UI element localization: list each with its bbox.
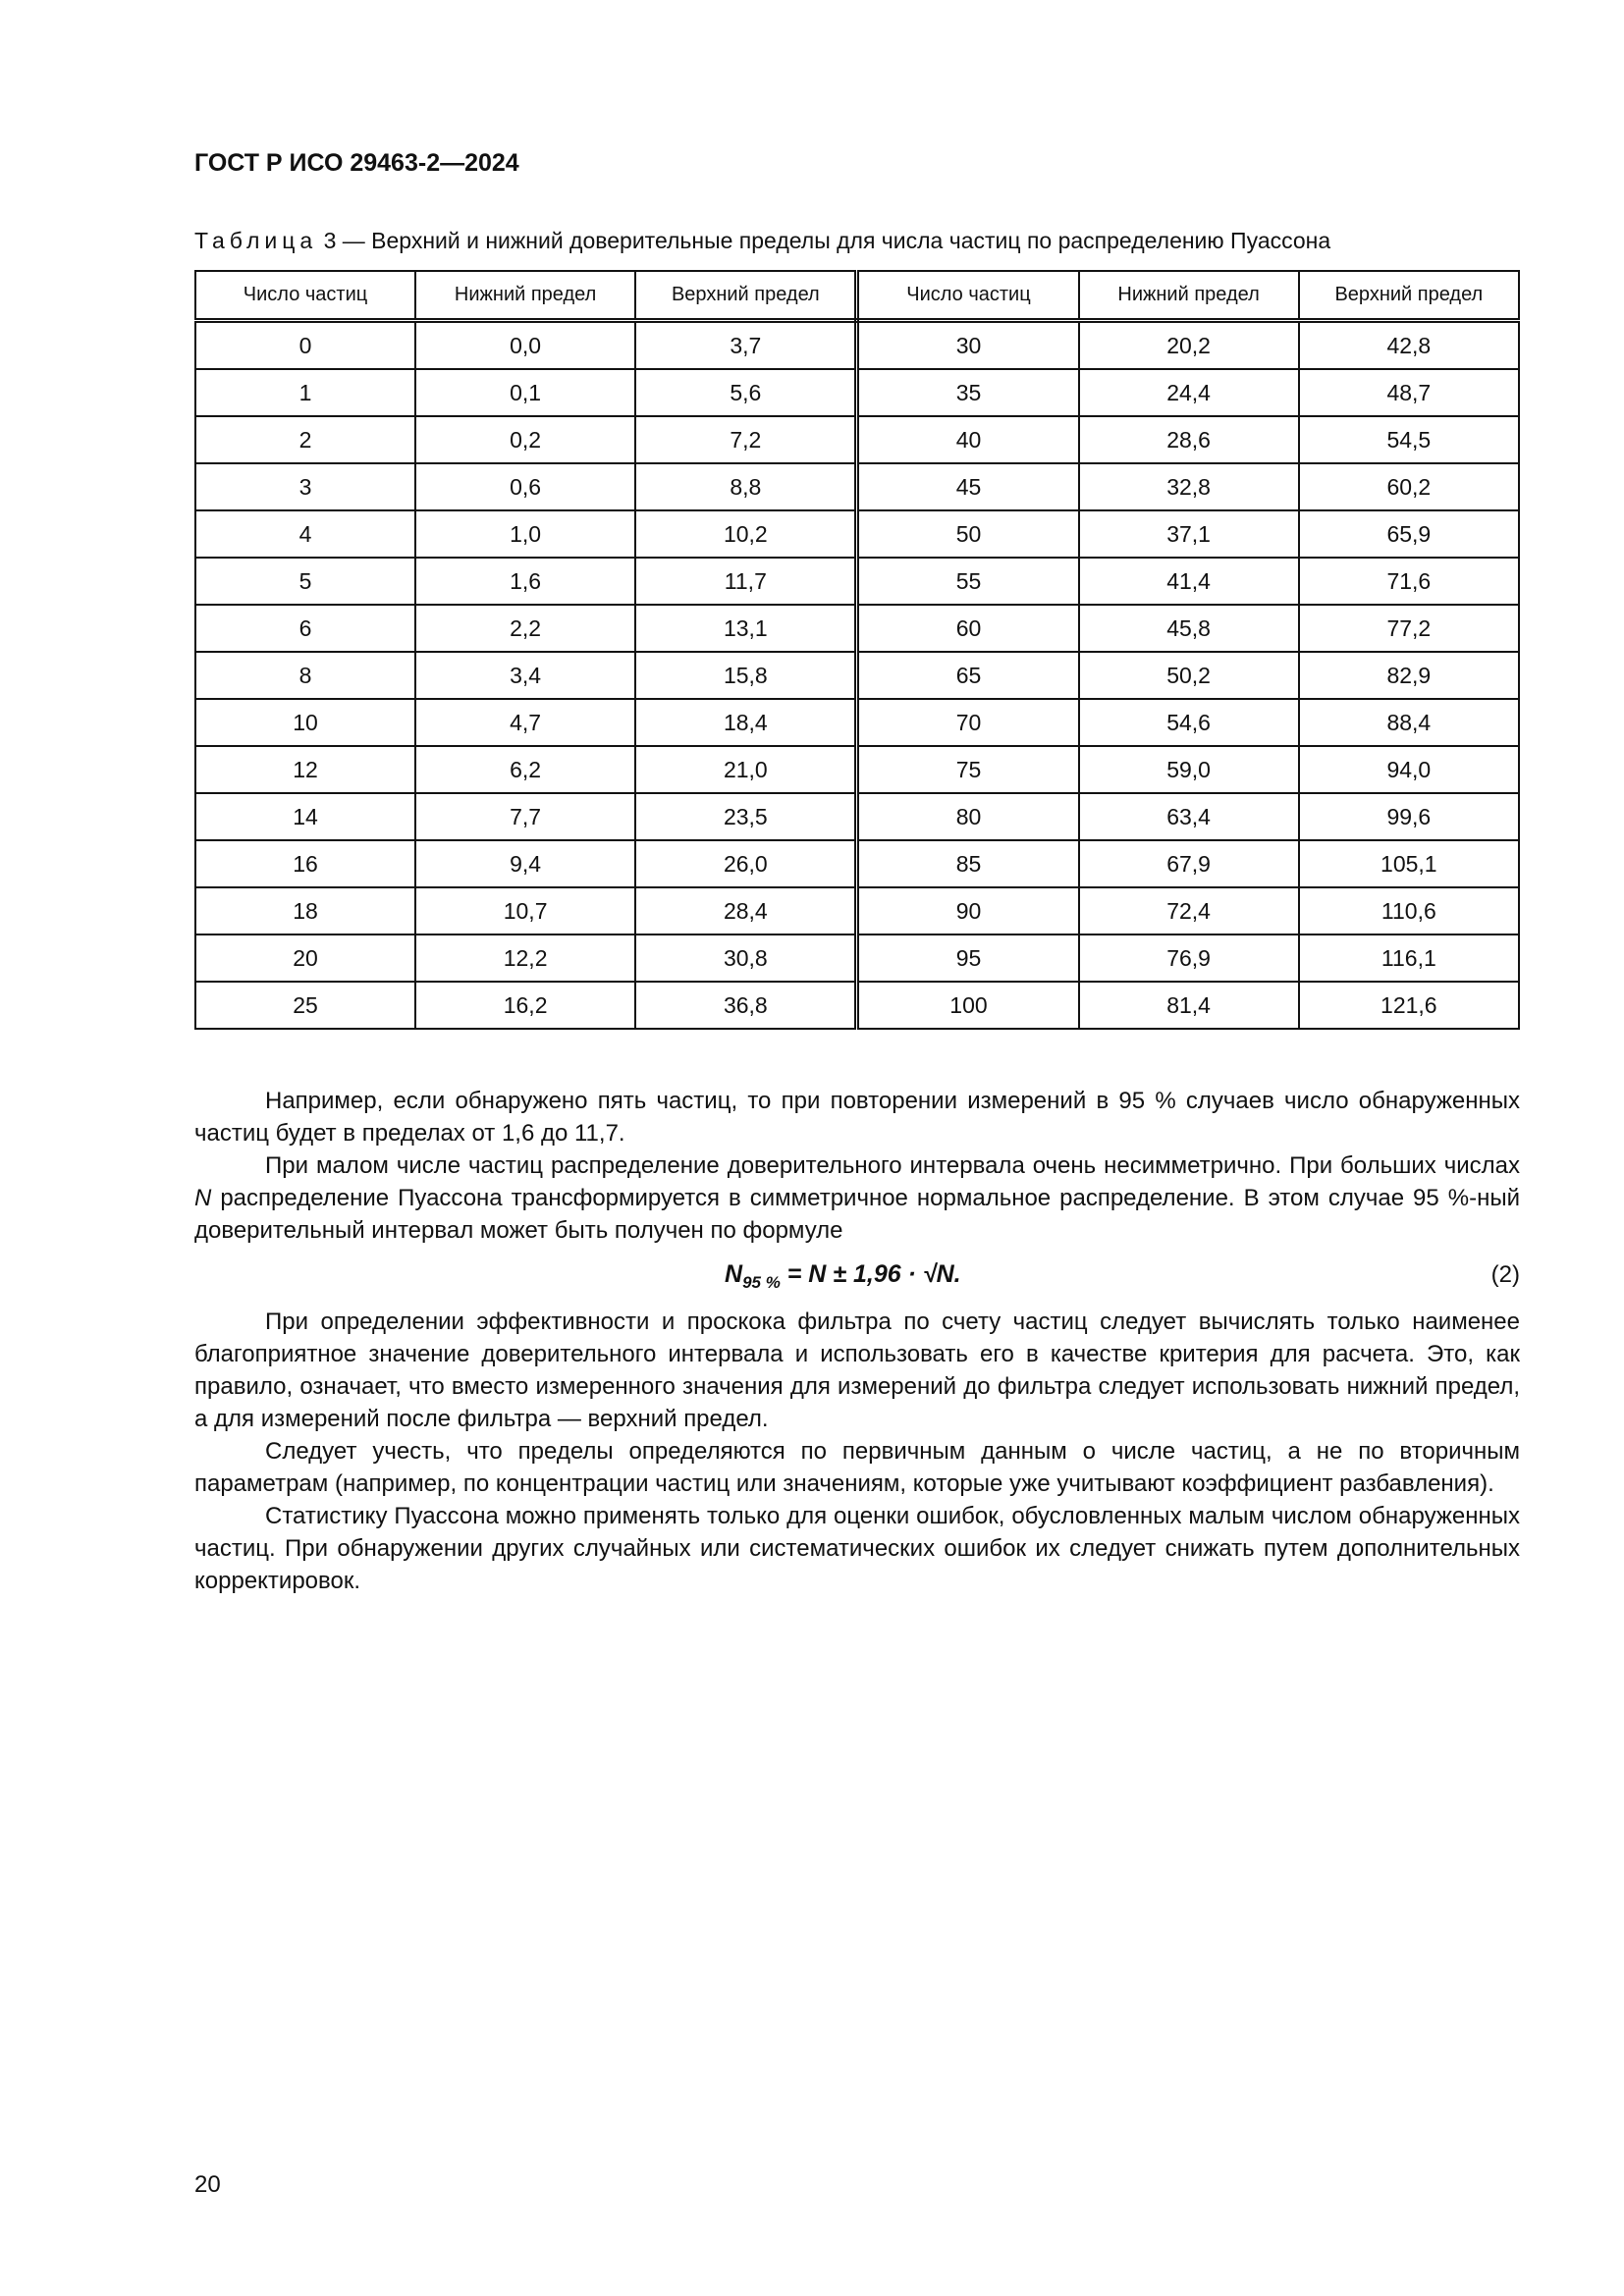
column-header: Нижний предел <box>415 271 635 321</box>
table-cell: 30,8 <box>635 934 857 982</box>
body-text <box>194 1085 1520 1597</box>
table-cell: 105,1 <box>1299 840 1519 887</box>
column-header: Верхний предел <box>1299 271 1519 321</box>
table-cell: 40 <box>857 416 1079 463</box>
table-cell: 11,7 <box>635 558 857 605</box>
table-cell: 36,8 <box>635 982 857 1029</box>
table-row <box>195 605 1519 652</box>
table-row <box>195 934 1519 982</box>
paragraph: Следует учесть, что пределы определяются по первичным данным о числе частиц, а не по вторичным параметрам (например, по концентрации частиц или значениям, которые уже учитывают коэффициент разбавления). <box>194 1438 1520 1497</box>
poisson-limits-table <box>194 270 1520 1030</box>
table-cell: 54,5 <box>1299 416 1519 463</box>
table-cell: 23,5 <box>635 793 857 840</box>
table-row <box>195 416 1519 463</box>
table-cell: 65 <box>857 652 1079 699</box>
table-cell: 20,2 <box>1079 321 1299 370</box>
table-caption-text: 3 — Верхний и нижний доверительные пределы для числа частиц по распределению Пуассона <box>317 228 1331 253</box>
table-row <box>195 699 1519 746</box>
table-cell: 99,6 <box>1299 793 1519 840</box>
table-cell: 116,1 <box>1299 934 1519 982</box>
table-row <box>195 321 1519 370</box>
table-cell: 121,6 <box>1299 982 1519 1029</box>
table-cell: 3 <box>195 463 415 510</box>
table-row <box>195 887 1519 934</box>
table-header-row <box>195 271 1519 321</box>
formula-expression: $N_{95 \%} = N \pm 1,96 \cdot √N$. <box>725 1260 961 1292</box>
table-cell: 45,8 <box>1079 605 1299 652</box>
table-cell: 1,0 <box>415 510 635 558</box>
table-cell: 4 <box>195 510 415 558</box>
table-cell: 30 <box>857 321 1079 370</box>
table-cell: 32,8 <box>1079 463 1299 510</box>
table-cell: 16 <box>195 840 415 887</box>
table-cell: 94,0 <box>1299 746 1519 793</box>
table-cell: 48,7 <box>1299 369 1519 416</box>
table-cell: 2,2 <box>415 605 635 652</box>
table-cell: 88,4 <box>1299 699 1519 746</box>
table-row <box>195 369 1519 416</box>
table-cell: 70 <box>857 699 1079 746</box>
table-cell: 63,4 <box>1079 793 1299 840</box>
table-cell: 59,0 <box>1079 746 1299 793</box>
table-cell: 45 <box>857 463 1079 510</box>
table-cell: 67,9 <box>1079 840 1299 887</box>
column-header: Число частиц <box>195 271 415 321</box>
table-cell: 60 <box>857 605 1079 652</box>
table-cell: 8 <box>195 652 415 699</box>
table-row <box>195 510 1519 558</box>
table-row <box>195 463 1519 510</box>
table-cell: 26,0 <box>635 840 857 887</box>
table-cell: 20 <box>195 934 415 982</box>
paragraph: При малом числе частиц распределение доверительного интервала очень несимметрично. При больших числах N распределение Пуассона трансформируется в симметричное нормальное распределение. В этом случае 95 %-ный доверительный интервал может быть получен по формуле <box>194 1152 1520 1244</box>
table-cell: 13,1 <box>635 605 857 652</box>
table-cell: 24,4 <box>1079 369 1299 416</box>
table-cell: 71,6 <box>1299 558 1519 605</box>
table-cell: 7,7 <box>415 793 635 840</box>
table-cell: 80 <box>857 793 1079 840</box>
table-cell: 9,4 <box>415 840 635 887</box>
table-cell: 110,6 <box>1299 887 1519 934</box>
table-cell: 41,4 <box>1079 558 1299 605</box>
table-cell: 28,4 <box>635 887 857 934</box>
column-header: Число частиц <box>857 271 1079 321</box>
column-header: Верхний предел <box>635 271 857 321</box>
table-cell: 81,4 <box>1079 982 1299 1029</box>
table-cell: 8,8 <box>635 463 857 510</box>
table-cell: 100 <box>857 982 1079 1029</box>
table-cell: 12,2 <box>415 934 635 982</box>
table-cell: 15,8 <box>635 652 857 699</box>
table-cell: 90 <box>857 887 1079 934</box>
table-cell: 6,2 <box>415 746 635 793</box>
table-cell: 37,1 <box>1079 510 1299 558</box>
table-cell: 75 <box>857 746 1079 793</box>
table-cell: 3,7 <box>635 321 857 370</box>
table-cell: 18,4 <box>635 699 857 746</box>
table-cell: 42,8 <box>1299 321 1519 370</box>
column-header: Нижний предел <box>1079 271 1299 321</box>
table-cell: 0,1 <box>415 369 635 416</box>
page-number: 20 <box>194 2171 221 2198</box>
table-cell: 0,6 <box>415 463 635 510</box>
formula-number: (2) <box>1490 1261 1520 1288</box>
table-caption-label: Таблица <box>194 228 318 253</box>
table-cell: 5,6 <box>635 369 857 416</box>
table-cell: 4,7 <box>415 699 635 746</box>
table-cell: 95 <box>857 934 1079 982</box>
table-cell: 10 <box>195 699 415 746</box>
table-cell: 6 <box>195 605 415 652</box>
table-row <box>195 746 1519 793</box>
paragraph: Например, если обнаружено пять частиц, то при повторении измерений в 95 % случаев число обнаруженных частиц будет в пределах от 1,6 до 11,7. <box>194 1088 1520 1147</box>
table-row <box>195 558 1519 605</box>
table-row <box>195 982 1519 1029</box>
table-cell: 65,9 <box>1299 510 1519 558</box>
table-row <box>195 652 1519 699</box>
paragraph: При определении эффективности и проскока фильтра по счету частиц следует вычислять только наименее благоприятное значение доверительного интервала и использовать его в качестве критерия для расчета. Это, как правило, означает, что вместо измеренного значения для измерений до фильтра следует использовать нижний предел, а для измерений после фильтра — верхний предел. <box>194 1308 1520 1432</box>
table-cell: 50 <box>857 510 1079 558</box>
table-cell: 1 <box>195 369 415 416</box>
table-cell: 1,6 <box>415 558 635 605</box>
formula-2 <box>194 1251 1520 1302</box>
table-cell: 54,6 <box>1079 699 1299 746</box>
table-row <box>195 793 1519 840</box>
document-header: ГОСТ Р ИСО 29463-2—2024 <box>194 149 519 177</box>
table-cell: 72,4 <box>1079 887 1299 934</box>
paragraph: Статистику Пуассона можно применять только для оценки ошибок, обусловленных малым числом обнаруженных частиц. При обнаружении других случайных или систематических ошибок их следует снижать путем дополнительных корректировок. <box>194 1503 1520 1594</box>
table-cell: 28,6 <box>1079 416 1299 463</box>
table-cell: 18 <box>195 887 415 934</box>
table-cell: 25 <box>195 982 415 1029</box>
table-cell: 0,0 <box>415 321 635 370</box>
table-cell: 10,2 <box>635 510 857 558</box>
table-cell: 0,2 <box>415 416 635 463</box>
table-cell: 2 <box>195 416 415 463</box>
table-cell: 55 <box>857 558 1079 605</box>
table-cell: 60,2 <box>1299 463 1519 510</box>
table-cell: 21,0 <box>635 746 857 793</box>
table-cell: 77,2 <box>1299 605 1519 652</box>
table-cell: 16,2 <box>415 982 635 1029</box>
table-cell: 82,9 <box>1299 652 1519 699</box>
table-cell: 85 <box>857 840 1079 887</box>
table-cell: 0 <box>195 321 415 370</box>
table-cell: 7,2 <box>635 416 857 463</box>
table-caption <box>194 228 1330 254</box>
table-cell: 76,9 <box>1079 934 1299 982</box>
table-cell: 12 <box>195 746 415 793</box>
table-row <box>195 840 1519 887</box>
table-cell: 10,7 <box>415 887 635 934</box>
table-cell: 5 <box>195 558 415 605</box>
table-cell: 35 <box>857 369 1079 416</box>
table-cell: 3,4 <box>415 652 635 699</box>
table-cell: 50,2 <box>1079 652 1299 699</box>
table-cell: 14 <box>195 793 415 840</box>
